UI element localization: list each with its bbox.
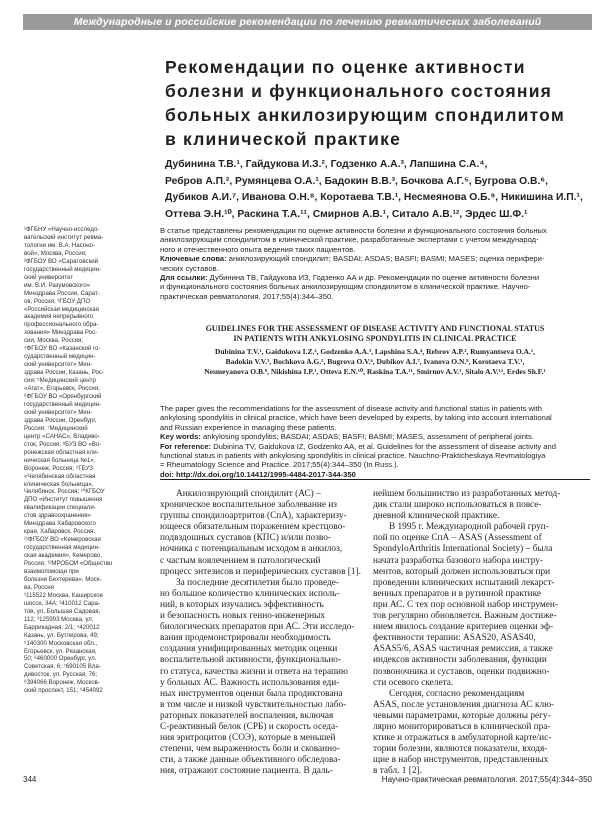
affiliation-line: Россия; ¹²МРОБОИ «Общество xyxy=(24,560,113,568)
affiliation-line: им. В.И. Разумовского» xyxy=(24,281,91,289)
body-text-line: тов регулярно обновляется. Важным достиже- xyxy=(373,611,557,622)
body-text-line: ночника с потенциальным исходом в анкилоз, xyxy=(160,544,343,555)
affiliation-line: клиническая больница», xyxy=(24,480,94,488)
affiliation-line: Казань, ул. Бутлерова, 49; xyxy=(24,631,99,639)
abstract-ru xyxy=(160,226,590,301)
reference-text: Dubinina TV, Gaidukova IZ, Godzenko AA, et al. Guidelines for the assessment of disease activity and xyxy=(211,441,556,451)
body-text-line: тории болезни, являются показатели, входя- xyxy=(373,744,548,755)
body-text-line: дневной клинической практике. xyxy=(373,511,500,522)
abstract-line: В статье представлены рекомендации по оценке активности болезни и функционального состояния больных xyxy=(160,226,547,235)
author-line: Дубиков А.И.⁷, Иванова О.Н.⁸, Коротаева Т.В.¹, Несмеянова О.Б.⁹, Никишина И.П.¹, xyxy=(165,192,583,204)
body-text-line: щие в набор инструментов, представленных xyxy=(373,755,549,766)
page-footer xyxy=(23,775,592,785)
body-text-line: ктике и отражаться в амбулаторной карте/ис- xyxy=(373,733,552,744)
section-header-band: Международные и российские рекомендации по лечению ревматических заболеваний xyxy=(23,14,592,30)
author-list xyxy=(165,157,595,224)
body-text-line: нейшем большинство из разработанных метод- xyxy=(373,489,561,499)
body-text-line: За последние десятилетия было проведе- xyxy=(176,577,339,588)
affiliation-line: Челябинск, Россия; ¹⁰КГБОУ xyxy=(24,488,105,496)
affiliation-line: «Агат», Егорьевск, Россия; xyxy=(24,385,100,393)
article-title-line: болезни и функционального состояния xyxy=(165,81,553,101)
affiliation-line: Баррикадная, 2/1; ⁴420012 xyxy=(24,623,100,631)
body-text-line: создания унифицированных методик оценки xyxy=(160,644,338,655)
body-text-line: хроническое воспалительное заболевание из xyxy=(160,500,337,511)
body-text-line: проведении клинических испытаний лекарст- xyxy=(373,577,555,588)
body-text-line: В 1995 г. Международной рабочей груп- xyxy=(389,522,549,533)
affiliation-line: квалификации специали- xyxy=(24,504,96,512)
body-text-line: группы спондилоартритов (СпА), характеризу- xyxy=(160,511,347,522)
citation-label: Для ссылки: xyxy=(160,273,208,283)
article-title xyxy=(165,55,585,151)
journal-reference: Научно-практическая ревматология. 2017;55(4):344–350 xyxy=(381,775,592,784)
article-title-line: в клинической практике xyxy=(165,129,401,149)
affiliation-line: стов здравоохранения» xyxy=(24,512,91,520)
affiliation-line: профессионального обра- xyxy=(24,321,99,329)
affiliation-line: ¹ФГБНУ «Научно-исследо- xyxy=(24,226,100,233)
doi-link[interactable]: http://dx.doi.org/10.14412/1995-4484-2017-344-350 xyxy=(173,469,356,479)
body-text-line: нием явилось создание критериев оценки эф- xyxy=(373,622,554,633)
abstract-line: анкилозирующим спондилитом в клинической практике, разработанные экспертами с учетом международ- xyxy=(160,235,539,245)
keywords-en-text: ankylosing spondylitis; BASDAI; ASDAS; BASFI; BASMI; MASES, assessment of peripheral joints. xyxy=(200,432,534,442)
abstract-en-line: ankylosing spondylitis in clinical practice, which have been developed by experts, by taking into account international xyxy=(160,413,552,423)
affiliation-line: зования» Минздрава Рос- xyxy=(24,329,98,337)
affiliation-line: центр «САНАС», Владиво- xyxy=(24,432,100,440)
body-text-line: у больных АС. Важность использования еди- xyxy=(160,677,340,688)
body-column-left xyxy=(160,489,362,777)
affiliation-line: тов, ул. Большая Садовая, xyxy=(24,607,101,615)
affiliation-line: 112; ³125993 Москва, ул. xyxy=(24,615,94,623)
body-text-line: индексов активности заболевания, функции xyxy=(373,655,547,666)
affiliation-line: ническая больница №1», xyxy=(24,456,96,464)
affiliation-line: Егорьевск, ул. Рязанская, xyxy=(24,647,97,655)
affiliations-sidebar xyxy=(24,226,132,695)
body-text-line: фективности терапии: ASAS20, ASAS40, xyxy=(373,633,536,644)
affiliation-line: ский университет» Мин- xyxy=(24,408,93,416)
affiliation-line: шоссе, 34А; ²410012 Сара- xyxy=(24,599,101,607)
reference-en-cont: functional status in patients with ankylosing spondylitis in clinical practice. Nauchno-Prakticheskaya Revmatologiya xyxy=(160,451,546,461)
affiliation-line: ⁸394066 Воронеж, Москов- xyxy=(24,679,100,687)
english-author-line: Dubinina T.V.¹, Gaidukova I.Z.², Godzenko A.A.³, Lapshina S.A.⁴, Rebrov A.P.², Rumyantseva O.A.¹, xyxy=(214,347,536,356)
keywords-label: Ключевые слова: xyxy=(160,254,227,264)
affiliation-line: болезни Бехтерева», Моск- xyxy=(24,575,102,583)
keywords-ru-cont: ческих суставов. xyxy=(160,263,219,273)
affiliation-line: вательский институт ревма- xyxy=(24,233,104,241)
affiliation-line: ДПО «Институт повышения xyxy=(24,496,103,504)
affiliation-line: государственный медицин- xyxy=(24,400,101,408)
affiliation-line: академия непрерывного xyxy=(24,313,94,321)
body-text-line: степени, чем выраженность боли и скованно- xyxy=(160,744,340,755)
affiliation-line: края, Хабаровск, Россия; xyxy=(24,528,96,536)
body-text-line: ний, в которых изучались эффективность xyxy=(160,599,324,610)
affiliation-line: ⁵140300 Московская обл., xyxy=(24,639,98,647)
english-author-line: Nesmeyanova O.B.⁹, Nikishina I.P.¹, Otteva E.N.¹⁰, Raskina T.A.¹¹, Smirnov A.V.¹, Sitalo A.V.¹², Erdes Sh.F.¹ xyxy=(204,366,546,376)
body-text-line: ментов, который должен использоваться при xyxy=(373,566,551,577)
article-title-line: больных анкилозирующим спондилитом xyxy=(165,105,565,125)
affiliation-line: Россия; ⁷Медицинский xyxy=(24,424,88,432)
affiliation-line: тологии им. В.А. Насоно- xyxy=(24,241,95,249)
body-text-line: ния эритроцитов (СОЭ), которые в меньшей xyxy=(160,733,336,744)
affiliation-line: вой», Москва, Россия; xyxy=(24,249,87,257)
citation-ru-cont: и функционального состояния больных анкилозирующим спондилитом в клинической практике. Научно- xyxy=(160,282,531,292)
affiliation-line: ская академия», Кемерово, xyxy=(24,552,102,560)
body-text-line: подвздошных суставов (КПС) и/или позво- xyxy=(160,533,331,544)
citation-ru-cont: практическая ревматология. 2017;55(4):344–350. xyxy=(160,291,334,301)
body-text-line: сти, а также данные объективного обследова- xyxy=(160,755,341,766)
body-text-line: позвоночника и суставов, оценки подвижно- xyxy=(373,666,550,677)
body-text-line: с частым вовлечением в патологический xyxy=(160,555,321,566)
reference-en xyxy=(160,442,590,451)
divider-rule xyxy=(160,479,590,480)
affiliation-line: ¹115522 Москва, Каширское xyxy=(24,591,103,599)
body-text-line: но большое количество клинических исполь- xyxy=(160,588,340,599)
affiliation-line: ва, Россия xyxy=(24,583,54,591)
keywords-ru xyxy=(160,254,590,263)
doi-label: doi: xyxy=(160,469,174,479)
affiliation-line: Минздрава России, Сарат- xyxy=(24,289,100,297)
english-author-list xyxy=(160,347,590,377)
article-title-line: Рекомендации по оценке активности xyxy=(165,57,526,77)
body-text-line: Сегодня, согласно рекомендациям xyxy=(389,688,525,699)
english-author-line: Badokin V.V.³, Bochkova A.G.⁵, Bugrova O.V.⁶, Dubikov A.I.⁷, Ivanova O.N.⁸, Korotaeva T.V.¹, xyxy=(225,356,525,366)
affiliation-line: ²ФГБОУ ВО «Саратовский xyxy=(24,257,99,265)
abstract-en xyxy=(160,404,590,479)
affiliation-line: 50; ⁶460000 Оренбург, ул. xyxy=(24,655,97,663)
reference-en-cont: = Rheumatology Science and Practice. 2017;55(4):344–350 (In Russ.). xyxy=(160,460,399,470)
affiliation-line: сток, Россия; ⁸БУЗ ВО «Во- xyxy=(24,440,102,448)
body-text-line: ющееся обязательным поражением крестцово- xyxy=(160,522,346,533)
body-text-line: сти осевого скелета. xyxy=(373,677,454,688)
keywords-en xyxy=(160,432,590,441)
body-text-line: Анкилозирующий спондилит (АС) – xyxy=(176,489,321,499)
affiliation-line: государственная медицин- xyxy=(24,544,100,552)
author-line: Оттева Э.Н.¹⁰, Раскина Т.А.¹¹, Смирнов А.В.¹, Ситало А.В.¹², Эрдес Ш.Ф.¹ xyxy=(165,209,528,221)
affiliation-line: государственный медицин- xyxy=(24,265,101,273)
page-number: 344 xyxy=(23,775,37,784)
abstract-en-line: The paper gives the recommendations for the assessment of disease activity and functional status in patients with xyxy=(160,404,543,413)
affiliation-line: ский университет» Мин- xyxy=(24,361,93,369)
body-text-line: воспалительной активности, функционально- xyxy=(160,655,342,666)
body-text-line: ных инструментов оценки была продиктована xyxy=(160,688,343,699)
body-text-line: ния, отражают состояние пациента. В даль- xyxy=(160,766,333,777)
affiliation-line: ⁶ФГБОУ ВО «Оренбургский xyxy=(24,393,102,401)
affiliation-line: ский университет xyxy=(24,273,74,281)
body-column-right xyxy=(373,489,590,777)
affiliation-line: ронежская областная кли- xyxy=(24,448,99,456)
affiliation-line: сударственный медицин- xyxy=(24,353,96,361)
affiliation-line: Советская, 6; ⁷690105 Вла- xyxy=(24,663,101,671)
affiliation-line: «Челябинская областная xyxy=(24,472,96,480)
body-text-line: в табл. 1 [2]. xyxy=(373,766,422,777)
body-text-line: ASAS5/6, ASAS частичная ремиссия, а также xyxy=(373,644,553,655)
affiliation-line: ⁴ФГБОУ ВО «Казанский го- xyxy=(24,345,101,353)
author-line: Дубинина Т.В.¹, Гайдукова И.З.², Годзенко А.А.³, Лапшина С.А.⁴, xyxy=(165,159,488,170)
affiliation-line: Воронеж, Россия; ⁹ГБУЗ xyxy=(24,464,93,472)
english-title-line: GUIDELINES FOR THE ASSESSMENT OF DISEASE ACTIVITY AND FUNCTIONAL STATUS xyxy=(205,324,545,333)
citation-text: Дубинина ТВ, Гайдукова ИЗ, Годзенко АА и др. Рекомендации по оценке активности болезни xyxy=(207,273,540,283)
body-text-line: в том числе и низкой чувствительностью лабо- xyxy=(160,699,347,710)
affiliation-line: здрава России, Оренбург, xyxy=(24,416,97,424)
reference-label: For reference: xyxy=(160,441,212,451)
body-text-line: вания продемонстрировали необходимость xyxy=(160,633,331,644)
affiliation-line: взаимопомощи при xyxy=(24,567,79,575)
english-title xyxy=(160,324,590,344)
keywords-en-label: Key words: xyxy=(160,432,201,442)
keywords-text: анкилозирующий спондилит; BASDAI; ASDAS; BASFI; BASMI; MASES; оценка перифери- xyxy=(226,254,545,264)
citation-ru xyxy=(160,273,590,282)
affiliation-line: «Российская медицинская xyxy=(24,305,99,313)
affiliation-line: ов, Россия; ³ГБОУ ДПО xyxy=(24,297,91,305)
affiliation-line: сия; ⁵Медицинский центр xyxy=(24,377,96,385)
abstract-line: ного и отечественного опыта ведения таких пациентов. xyxy=(160,244,356,254)
doi-line xyxy=(160,470,590,479)
body-text-line: пой по оценке СпА – ASAS (Assessment of xyxy=(373,533,542,544)
body-text-line: С-реактивный белок (СРБ) и скорость оседа- xyxy=(160,721,339,732)
affiliation-line: ский проспект, 151; ⁹454092 xyxy=(24,687,103,695)
affiliation-line: дивосток, ул. Русская, 76; xyxy=(24,671,98,679)
affiliation-line: сии, Москва, Россия; xyxy=(24,337,84,345)
body-text-line: раторных показателей воспаления, включая xyxy=(160,710,334,721)
abstract-en-line: and Russian experience in managing these patients. xyxy=(160,422,337,432)
english-title-line: IN PATIENTS WITH ANKYLOSING SPONDYLITIS IN CLINICAL PRACTICE xyxy=(233,334,517,344)
affiliation-line: Минздрава Хабаровского xyxy=(24,520,96,528)
affiliation-line: ¹¹ФГБОУ ВО «Кемеровская xyxy=(24,536,101,544)
body-text-line: процесс энтезисов и периферических суставов [1]. xyxy=(160,566,361,577)
body-text-line: ASAS, после установления диагноза АС клю- xyxy=(373,699,555,710)
body-text-line: лярно мониторироваться в клинической пра- xyxy=(373,721,551,732)
body-text-line: начата разработка базового набора инстру- xyxy=(373,555,544,566)
body-text-line: чевыми параметрами, которые должны регу- xyxy=(373,710,551,721)
body-text-line: SpondyloArthritis International Society) – была xyxy=(373,544,553,555)
body-text-line: венных препаратов и в рутинной практике xyxy=(373,588,542,599)
body-text-line: биологических препаратов при АС. Эти исследо- xyxy=(160,622,355,633)
affiliation-line: здрава России, Казань, Рос- xyxy=(24,369,104,377)
author-line: Ребров А.П.², Румянцева О.А.¹, Бадокин В.В.³, Бочкова А.Г.⁵, Бугрова О.В.⁶, xyxy=(165,175,548,187)
body-text-line: и безопасность новых генно-инженерных xyxy=(160,611,325,622)
body-text-line: при АС. С тех пор основной набор инструмен- xyxy=(373,599,558,610)
body-text-line: го статуса, качества жизни и ответа на терапию xyxy=(160,666,348,677)
body-text-line: дик стали широко использоваться в повсе- xyxy=(373,500,542,511)
